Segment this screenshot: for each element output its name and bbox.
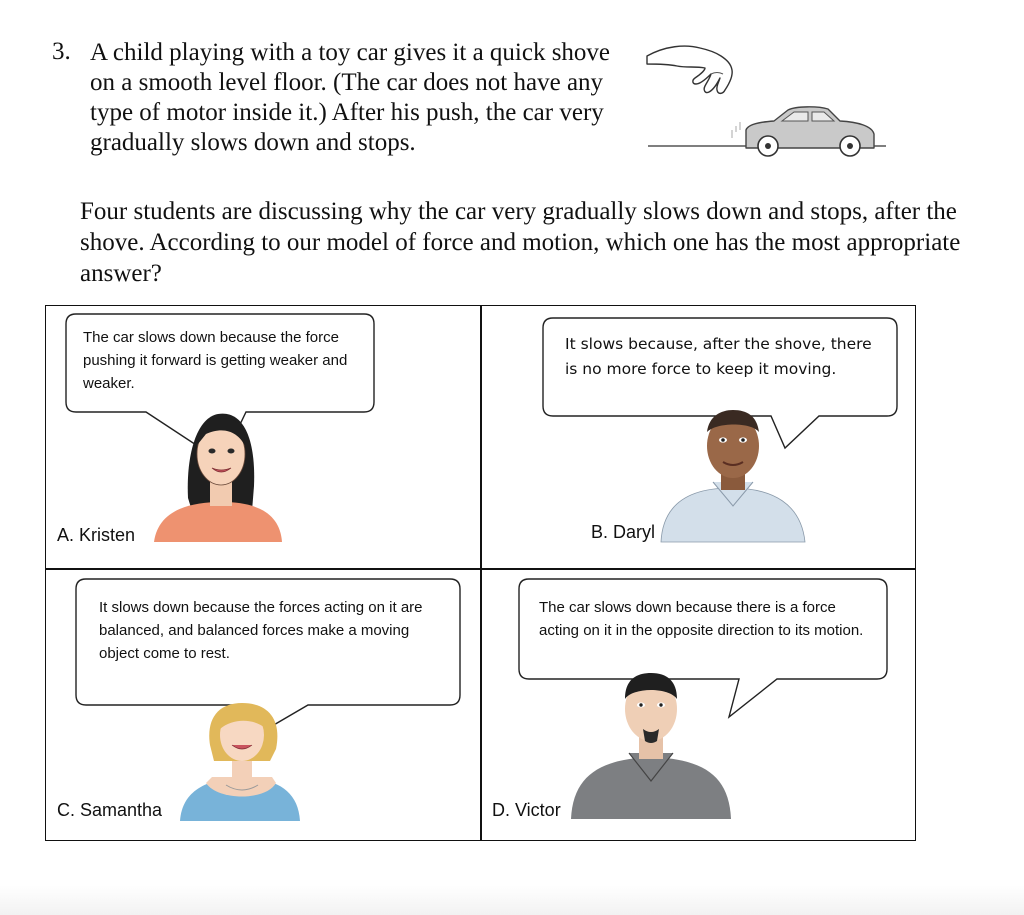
- toy-car-icon: [648, 100, 888, 165]
- option-a-cell[interactable]: [46, 306, 480, 568]
- option-c-label: C. Samantha: [57, 800, 163, 820]
- option-a-quote: The car slows down because the force pushing it forward is getting weaker and weaker.: [83, 329, 348, 392]
- question-prompt: Four students are discussing why the car very gradually slows down and stops, after the shove. According to our model of force and motion, which one has the most appropriate answer?: [80, 198, 961, 287]
- option-b-cell[interactable]: [481, 306, 916, 568]
- option-d-cell[interactable]: [481, 569, 916, 840]
- option-d-label: D. Victor: [492, 800, 561, 820]
- option-b-label: B. Daryl: [591, 522, 656, 542]
- question-text: A child playing with a toy car gives it a quick shove on a smooth level floor. (The car does not have any type of motor inside it.) After his push, the car very gradually slows down and stops.: [90, 39, 611, 156]
- option-c-quote: It slows down because the forces acting on it are balanced, and balanced forces make a moving object come to rest.: [99, 599, 423, 662]
- answer-grid: [45, 305, 916, 841]
- option-d-quote: The car slows down because there is a force acting on it in the opposite direction to its motion.: [539, 599, 864, 639]
- option-c-cell[interactable]: [46, 569, 480, 840]
- question-number: 3.: [52, 38, 71, 65]
- option-b-quote: It slows because, after the shove, there is no more force to keep it moving.: [565, 335, 872, 378]
- page-bottom-shadow: [0, 885, 1024, 915]
- hand-icon: [645, 38, 745, 100]
- option-a-label: A. Kristen: [57, 525, 136, 545]
